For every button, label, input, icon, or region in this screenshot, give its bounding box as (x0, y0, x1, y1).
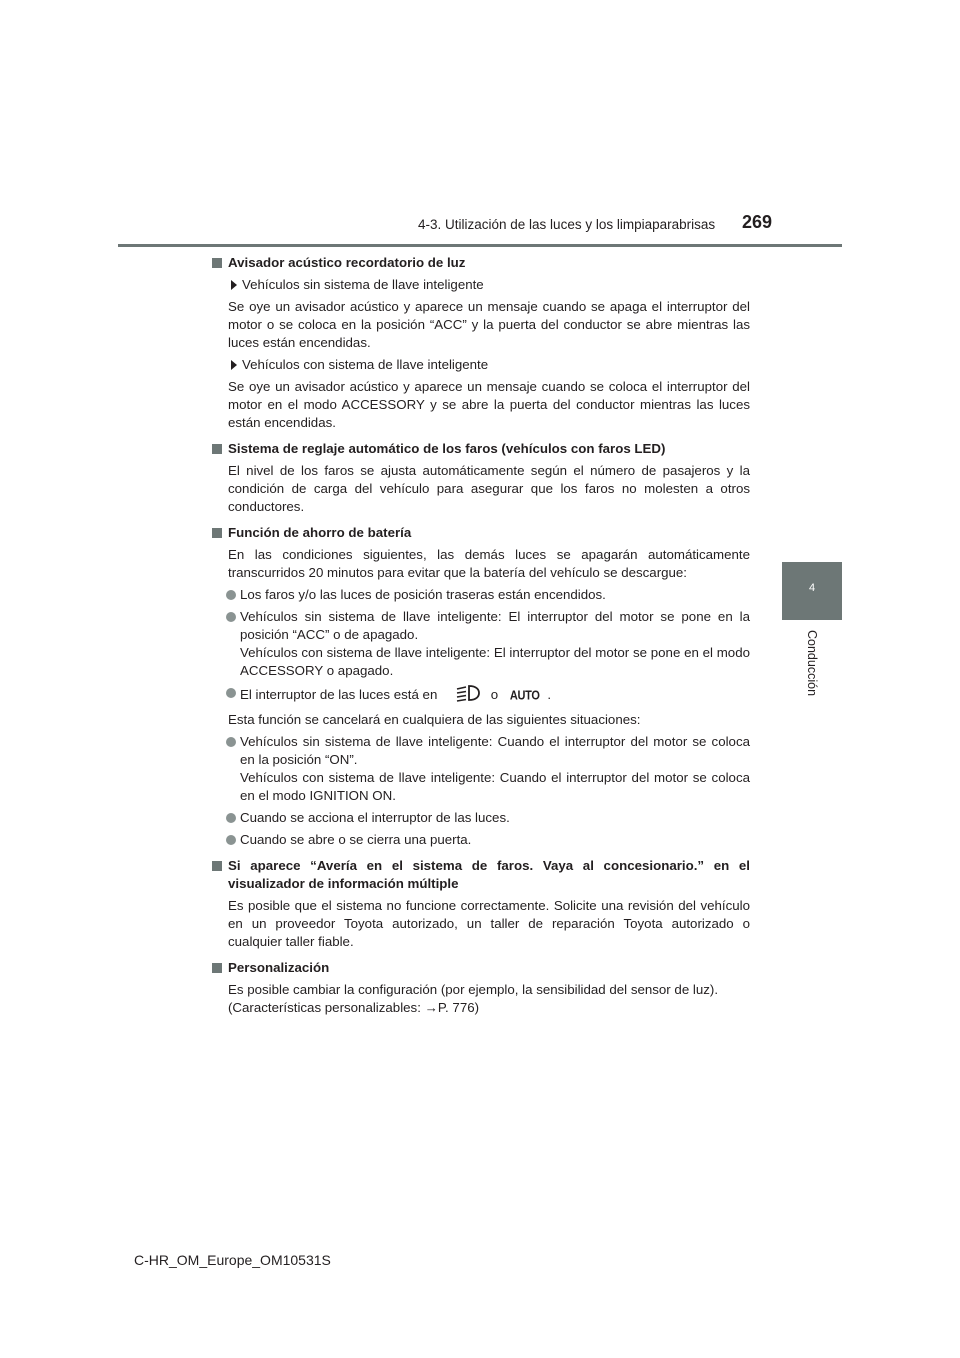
paragraph: El nivel de los faros se ajusta automáticamente según el número de pasajeros y la condición de carga del vehículo para asegurar que los faros no molesten a otros conductores. (228, 463, 750, 514)
circle-bullet-icon (226, 590, 236, 600)
heading-text: Personalización (228, 960, 330, 975)
chapter-label: Conducción (805, 630, 819, 697)
square-bullet-icon (212, 861, 222, 871)
bullet-text: Cuando se acciona el interruptor de las luces. (240, 810, 510, 825)
page-reference-link[interactable]: P. 776) (437, 1000, 480, 1015)
auto-icon: AUTO (509, 688, 540, 703)
heading-text: Función de ahorro de batería (228, 525, 412, 540)
bullet-item (212, 586, 750, 604)
arrow-item-text: Vehículos sin sistema de llave inteligente (242, 277, 484, 292)
paragraph: En las condiciones siguientes, las demás luces se apagarán automáticamente transcurridos 20 minutos para evitar que la batería del vehículo se descargue: (228, 547, 750, 580)
heading-text: Sistema de reglaje automático de los faros (vehículos con faros LED) (228, 441, 666, 456)
bullet-text: Vehículos con sistema de llave inteligente: El interruptor del motor se pone en el modo ACCESSORY o apagado. (240, 645, 750, 678)
paragraph: Es posible que el sistema no funcione correctamente. Solicite una revisión del vehículo en un proveedor Toyota autorizado, un taller de reparación Toyota autorizado o cualquier taller fiable. (228, 898, 750, 949)
chapter-number: 4 (808, 582, 816, 594)
section-heading (212, 857, 750, 893)
section-heading (212, 959, 750, 977)
main-content (212, 254, 750, 1017)
cross-reference-prefix: (Características personalizables: (228, 1000, 425, 1015)
paragraph: Es posible cambiar la configuración (por ejemplo, la sensibilidad del sensor de luz). (228, 982, 719, 997)
paragraph (212, 999, 750, 1017)
arrow-item (212, 356, 750, 374)
bullet-text: Los faros y/o las luces de posición traseras están encendidos. (240, 587, 606, 602)
circle-bullet-icon (226, 813, 236, 823)
bullet-item (212, 608, 750, 680)
arrow-item-text: Vehículos con sistema de llave inteligente (242, 357, 489, 372)
bullet-text: Vehículos con sistema de llave inteligente: Cuando el interruptor del motor se coloca en el modo IGNITION ON. (240, 770, 750, 803)
bullet-item (212, 684, 750, 707)
bullet-item (212, 809, 750, 827)
heading-text: Avisador acústico recordatorio de luz (228, 255, 466, 270)
bullet-text-end: . (547, 687, 552, 703)
section-heading (212, 524, 750, 542)
circle-bullet-icon (226, 737, 236, 747)
section-heading (212, 440, 750, 458)
chapter-tab (782, 562, 842, 620)
square-bullet-icon (212, 963, 222, 973)
arrow-reference-icon: → (424, 1000, 438, 1015)
paragraph: Se oye un avisador acústico y aparece un mensaje cuando se coloca el interruptor del motor en el modo ACCESSORY y se abre la puerta del conductor mientras las luces están encendidas. (228, 379, 750, 430)
square-bullet-icon (212, 528, 222, 538)
arrow-bullet-icon (231, 360, 237, 370)
section-header: 4-3. Utilización de las luces y los limpiaparabrisas (418, 217, 716, 232)
bullet-text: Vehículos sin sistema de llave inteligente: El interruptor del motor se pone en la posición “ACC” o de apagado. (240, 609, 750, 642)
bullet-text: Vehículos sin sistema de llave inteligente: Cuando el interruptor del motor se coloca en la posición “ON”. (240, 734, 750, 767)
circle-bullet-icon (226, 688, 236, 698)
document-code: C-HR_OM_Europe_OM10531S (134, 1252, 331, 1268)
headlight-icon (455, 684, 481, 707)
arrow-bullet-icon (231, 280, 237, 290)
bullet-item (212, 831, 750, 849)
header-rule (118, 244, 842, 247)
square-bullet-icon (212, 444, 222, 454)
bullet-text: El interruptor de las luces está en (240, 687, 438, 703)
bullet-item (212, 733, 750, 805)
bullet-text-or: o (490, 687, 499, 703)
circle-bullet-icon (226, 835, 236, 845)
arrow-item (212, 276, 750, 294)
bullet-text: Cuando se abre o se cierra una puerta. (240, 832, 472, 847)
paragraph: Esta función se cancelará en cualquiera de las siguientes situaciones: (228, 712, 641, 727)
circle-bullet-icon (226, 612, 236, 622)
section-heading (212, 254, 750, 272)
paragraph: Se oye un avisador acústico y aparece un mensaje cuando se apaga el interruptor del motor o se coloca en la posición “ACC” y la puerta del conductor se abre mientras las luces están encendidas. (228, 299, 750, 350)
heading-text: Si aparece “Avería en el sistema de faros. Vaya al concesionario.” en el visualizador de información múltiple (228, 858, 750, 891)
page-number: 269 (742, 212, 773, 232)
square-bullet-icon (212, 258, 222, 268)
